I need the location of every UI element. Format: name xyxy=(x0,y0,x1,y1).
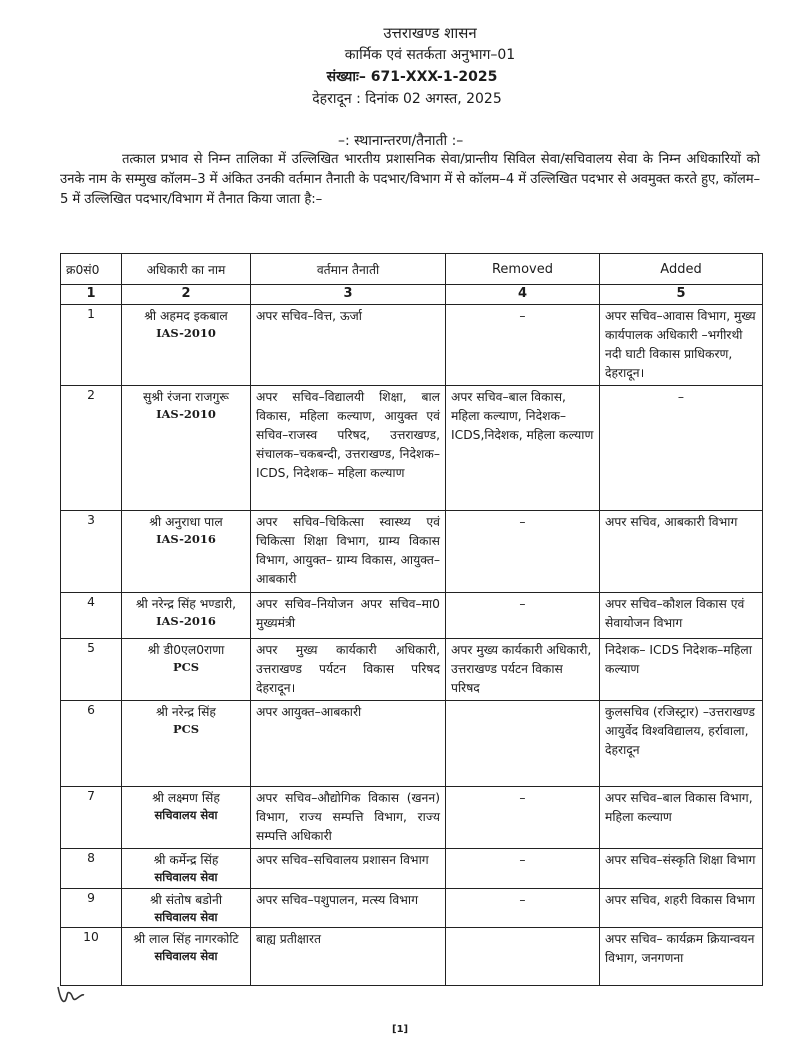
table-row xyxy=(61,511,763,593)
added-post-cell: अपर सचिव–बाल विकास विभाग, महिला कल्याण xyxy=(600,787,763,849)
empty-dash: – xyxy=(519,893,526,907)
officer-service: IAS-2016 xyxy=(156,532,216,546)
current-post-cell: अपर सचिव–पशुपालन, मत्स्य विभाग xyxy=(251,889,446,928)
officer-cell xyxy=(122,889,251,928)
column-number: 5 xyxy=(600,285,763,305)
header-removed: Removed xyxy=(446,254,600,285)
current-post-cell: अपर सचिव–नियोजन अपर सचिव–मा0 मुख्यमंत्री xyxy=(251,593,446,639)
transfer-table xyxy=(60,253,763,986)
officer-cell xyxy=(122,701,251,787)
serial-cell: 6 xyxy=(61,701,122,787)
officer-service: सचिवालय सेवा xyxy=(154,910,218,924)
current-post-cell: अपर सचिव–सचिवालय प्रशासन विभाग xyxy=(251,849,446,889)
officer-service: सचिवालय सेवा xyxy=(154,949,218,963)
table-row xyxy=(61,386,763,511)
serial-cell: 3 xyxy=(61,511,122,593)
header-current: वर्तमान तैनाती xyxy=(251,254,446,285)
added-post-cell: निदेशक– ICDS निदेशक–महिला कल्याण xyxy=(600,639,763,701)
signature-scribble-icon xyxy=(56,983,86,1007)
officer-name: श्री नरेन्द्र सिंह भण्डारी, xyxy=(135,597,237,611)
table-row xyxy=(61,928,763,986)
table-row xyxy=(61,305,763,386)
body-text: तत्काल प्रभाव से निम्न तालिका में उल्लिखित भारतीय प्रशासनिक सेवा/प्रान्तीय सिविल सेवा/सचिवालय सेवा के निम्न अधिकारियों को उनके नाम के सम्मुख कॉलम–3 में अंकित उनकी वर्तमान तैनाती के पदभार/विभाग में से कॉलम–4 में उल्लिखित पदभार से अवमुक्त करते हुए, कॉलम–5 में उल्लिखित पदभार/विभाग में तैनात किया जाता है:– xyxy=(60,152,760,207)
officer-cell xyxy=(122,928,251,986)
empty-dash: – xyxy=(519,597,526,611)
removed-post-cell: अपर सचिव–बाल विकास, महिला कल्याण, निदेशक–ICDS,निदेशक, महिला कल्याण xyxy=(446,386,600,511)
added-post-cell: अपर सचिव, शहरी विकास विभाग xyxy=(600,889,763,928)
officer-service: IAS-2016 xyxy=(156,614,216,628)
table-row xyxy=(61,787,763,849)
header-added: Added xyxy=(600,254,763,285)
removed-post-cell xyxy=(446,701,600,787)
added-post-cell: अपर सचिव– कार्यक्रम क्रियान्वयन विभाग, जनगणना xyxy=(600,928,763,986)
removed-post-cell xyxy=(446,511,600,593)
officer-cell xyxy=(122,511,251,593)
empty-dash: – xyxy=(519,309,526,323)
officer-name: श्री डी0एल0राणा xyxy=(147,643,225,657)
table-row xyxy=(61,593,763,639)
removed-post-cell xyxy=(446,889,600,928)
current-post-cell: अपर सचिव–विद्यालयी शिक्षा, बाल विकास, महिला कल्याण, आयुक्त एवं सचिव–राजस्व परिषद, उत्तराखण्ड, संचालक–चकबन्दी, उत्तराखण्ड, निदेशक– ICDS, निदेशक– महिला कल्याण xyxy=(251,386,446,511)
subject-line: –: स्थानान्तरण/तैनाती :– xyxy=(338,133,464,149)
column-number: 1 xyxy=(61,285,122,305)
officer-name: श्री संतोष बडोनी xyxy=(149,893,223,907)
officer-cell xyxy=(122,849,251,889)
column-number: 3 xyxy=(251,285,446,305)
officer-cell xyxy=(122,639,251,701)
officer-cell xyxy=(122,386,251,511)
removed-post-cell xyxy=(446,849,600,889)
officer-service: PCS xyxy=(172,660,200,674)
page-number: [1] xyxy=(392,1024,409,1035)
officer-cell xyxy=(122,787,251,849)
serial-cell: 2 xyxy=(61,386,122,511)
place-date: देहरादून : दिनांक 02 अगस्त, 2025 xyxy=(312,91,502,107)
officer-service: सचिवालय सेवा xyxy=(154,870,218,884)
header-name: अधिकारी का नाम xyxy=(122,254,251,285)
current-post-cell: बाह्य प्रतीक्षारत xyxy=(251,928,446,986)
added-post-cell: कुलसचिव (रजिस्ट्रार) –उत्तराखण्ड आयुर्वेद विश्वविद्यालय, हर्रावाला, देहरादून xyxy=(600,701,763,787)
current-post-cell: अपर सचिव–औद्योगिक विकास (खनन) विभाग, राज्य सम्पत्ति विभाग, राज्य सम्पत्ति अधिकारी xyxy=(251,787,446,849)
current-post-cell: अपर आयुक्त–आबकारी xyxy=(251,701,446,787)
officer-name: श्री कर्मेन्द्र सिंह xyxy=(153,853,219,867)
removed-post-cell xyxy=(446,787,600,849)
officer-service: IAS-2010 xyxy=(156,407,216,421)
officer-name: श्री लाल सिंह नागरकोटि xyxy=(133,932,239,946)
empty-dash: – xyxy=(519,853,526,867)
serial-cell: 1 xyxy=(61,305,122,386)
header-serial: क्र0सं0 xyxy=(61,254,122,285)
added-post-cell xyxy=(600,386,763,511)
officer-cell xyxy=(122,305,251,386)
officer-name: श्री नरेन्द्र सिंह xyxy=(156,705,216,719)
officer-name: श्री लक्ष्मण सिंह xyxy=(152,791,220,805)
added-post-cell: अपर सचिव–संस्कृति शिक्षा विभाग xyxy=(600,849,763,889)
removed-post-cell: अपर मुख्य कार्यकारी अधिकारी, उत्तराखण्ड पर्यटन विकास परिषद xyxy=(446,639,600,701)
government-name: उत्तराखण्ड शासन xyxy=(383,24,477,42)
current-post-cell: अपर सचिव–वित्त, ऊर्जा xyxy=(251,305,446,386)
empty-dash: – xyxy=(519,515,526,529)
serial-cell: 10 xyxy=(61,928,122,986)
serial-cell: 9 xyxy=(61,889,122,928)
removed-post-cell xyxy=(446,593,600,639)
column-number: 4 xyxy=(446,285,600,305)
table-row xyxy=(61,639,763,701)
column-number: 2 xyxy=(122,285,251,305)
body-paragraph xyxy=(60,150,760,210)
serial-cell: 8 xyxy=(61,849,122,889)
officer-name: सुश्री रंजना राजगुरू xyxy=(142,390,229,404)
officer-name: श्री अनुराधा पाल xyxy=(149,515,223,529)
table-row xyxy=(61,701,763,787)
table-row xyxy=(61,889,763,928)
table-row xyxy=(61,849,763,889)
department-name: कार्मिक एवं सतर्कता अनुभाग–01 xyxy=(344,47,516,63)
current-post-cell: अपर मुख्य कार्यकारी अधिकारी, उत्तराखण्ड पर्यटन विकास परिषद देहरादून। xyxy=(251,639,446,701)
empty-dash: – xyxy=(677,390,685,404)
removed-post-cell xyxy=(446,305,600,386)
officer-cell xyxy=(122,593,251,639)
officer-service: IAS-2010 xyxy=(156,326,216,340)
current-post-cell: अपर सचिव–चिकित्सा स्वास्थ्य एवं चिकित्सा शिक्षा विभाग, ग्राम्य विकास विभाग, आयुक्त– ग्राम्य विकास, आयुक्त– आबकारी xyxy=(251,511,446,593)
table-header-row xyxy=(61,254,763,285)
column-number-row xyxy=(61,285,763,305)
officer-name: श्री अहमद इकबाल xyxy=(144,309,228,323)
serial-cell: 5 xyxy=(61,639,122,701)
removed-post-cell xyxy=(446,928,600,986)
letter-header xyxy=(300,22,560,110)
serial-cell: 4 xyxy=(61,593,122,639)
added-post-cell: अपर सचिव–आवास विभाग, मुख्य कार्यपालक अधिकारी –भगीरथी नदी घाटी विकास प्राधिकरण, देहरादून। xyxy=(600,305,763,386)
empty-dash: – xyxy=(519,791,526,805)
officer-service: सचिवालय सेवा xyxy=(154,808,218,822)
added-post-cell: अपर सचिव–कौशल विकास एवं सेवायोजन विभाग xyxy=(600,593,763,639)
order-number: संख्याः– 671-XXX-1-2025 xyxy=(326,69,498,85)
officer-service: PCS xyxy=(172,722,200,736)
added-post-cell: अपर सचिव, आबकारी विभाग xyxy=(600,511,763,593)
serial-cell: 7 xyxy=(61,787,122,849)
